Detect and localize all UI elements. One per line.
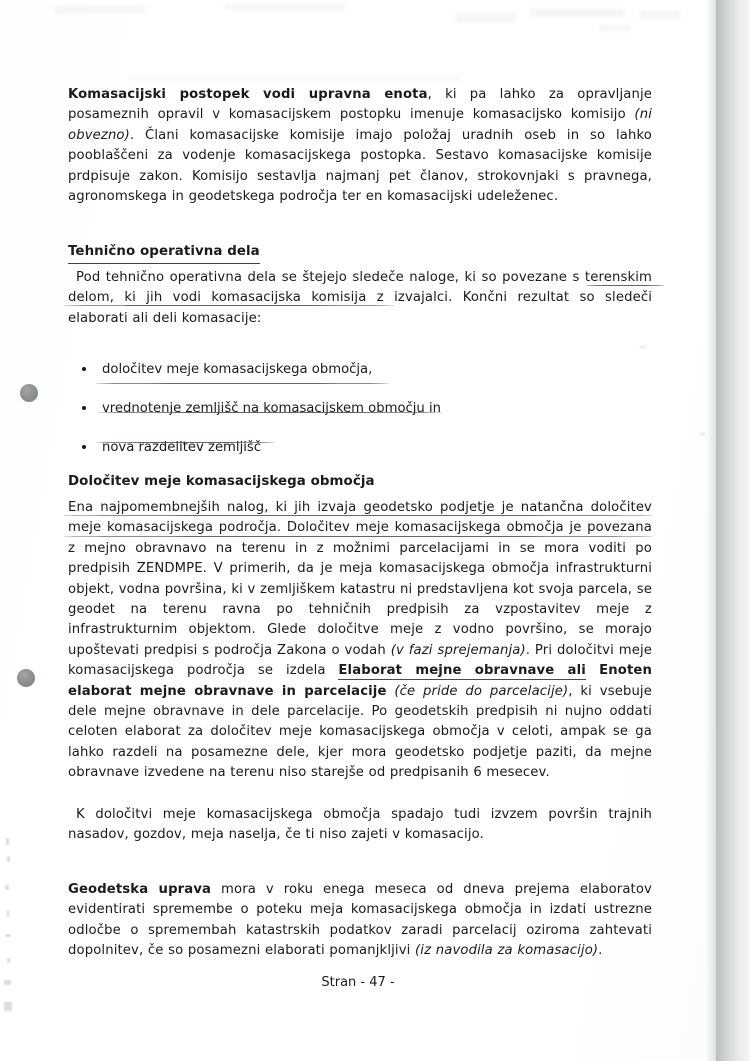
paragraph-izvzem: K določitvi meje komasacijskega območja spadajo tudi izvzem površin trajnih nasadov, gozdov, meja naselja, če ti niso zajeti v komasacijo. [68, 807, 652, 843]
paragraph-dolocitev-main [68, 498, 652, 784]
pen-underline [98, 412, 442, 413]
pen-underline [64, 305, 394, 306]
intro-text-b: . Člani komasacijske komisije imajo položaj uradnih oseb in so lahko pooblaščeni za vodenje komasacijskega postopka. Sestavo komasacijske komisije prdpisuje zakon. Komisijo sestavlja najmanj pet članov, strokovnjaki s pravnega, agronomskega in geodetskega področja ter en komasacijski udeleženec. [68, 127, 652, 205]
binding-hole-icon [20, 384, 38, 402]
scan-speck [4, 1002, 12, 1011]
list-item [68, 438, 652, 457]
paragraph-geodetska-uprava [68, 880, 652, 962]
dolocitev-italic-1: (v fazi sprejemanja) [390, 642, 526, 658]
scan-speck [6, 838, 9, 845]
scan-speck [5, 934, 11, 937]
dolocitev-bold-2: Enoten elaborat mejne obravnave in parcelacije [68, 663, 652, 699]
scan-speck [640, 345, 646, 349]
dolocitev-bold-underlined: Elaborat mejne obravnave ali [338, 663, 586, 679]
geodetska-text-a: mora v roku enega meseca od dneva prejema elaboratov evidentirati spremembe o poteku meja komasacijskega območja in izdati ustrezne odločbe o spremembah katastrskih podatkov zaradi parcelacij oziroma zahtevati dopolnitev, če so posamezni elaborati pomanjkljivi [68, 882, 652, 959]
scan-speck [700, 432, 705, 436]
geodetska-bold-lead: Geodetska uprava [68, 882, 212, 897]
intro-text-a: , ki pa lahko za opravljanje posameznih opravil v komasacijskem postopku imenuje komasacijsko komisijo [68, 87, 653, 123]
pen-underline [586, 285, 664, 286]
heading-dolocitev-wrap [68, 470, 375, 491]
dolocitev-text-c: , ki vsebuje dele mejne obravnave in dele parcelacije. Po geodetskih predpisih ni nujno oddati celoten elaborat za določitev meje komasacijskega območja v celoti, ampak se ga lahko razdeli na posamezne dele, kjer mora geodetsko podjetje paziti, da mejne obravnave izvedene na terenu niso starejše od predpisanih 6 mesecev. [68, 683, 652, 781]
page-footer: Stran - 47 - [321, 975, 395, 990]
heading-tehnicno-wrap [68, 240, 260, 264]
list-item [68, 399, 652, 418]
scan-artifact [640, 11, 680, 19]
scan-speck [5, 885, 9, 890]
scan-speck [7, 910, 9, 917]
heading-dolocitev-meje: Določitev meje komasacijskega območja [68, 474, 375, 489]
pen-underline [96, 383, 389, 384]
intro-italic-note: (ni obvezno) [68, 107, 652, 143]
scan-speck [7, 856, 10, 862]
bullet-dot-icon [82, 445, 86, 449]
bullet-label: nova razdelitev zemljišč [102, 440, 262, 455]
paragraph-intro [68, 85, 652, 207]
bullet-label: vrednotenje zemljišč na komasacijskem območju in [102, 401, 441, 416]
heading-tehnicno-operativna-dela: Tehnično operativna dela [68, 242, 260, 264]
bullet-list [68, 360, 652, 477]
list-item [68, 360, 652, 379]
bullet-dot-icon [82, 406, 86, 410]
bullet-label: določitev meje komasacijskega območja, [102, 362, 373, 377]
scan-speck [7, 958, 10, 963]
bullet-dot-icon [82, 367, 86, 371]
geodetska-text-b: . [598, 943, 603, 959]
binding-hole-icon [17, 669, 35, 687]
scan-artifact [55, 6, 145, 13]
dolocitev-text-a: Ena najpomembnejših nalog, ki jih izvaja geodetsko podjetje je natančna določitev meje komasacijskega področja. Določitev meje komasacijskega območja je povezana z mejno obravnavo na terenu in z možnimi parcelacijami in se mora voditi po predpisih ZENDMPE. V primerih, da je meja komasacijskega območja infrastrukturni objekt, vodna površina, ki v zemljiškem katastru ni predstavljena kot svoja parcela, se geodet na terenu ravna po tehničnih predpisih za vzpostavitev meje z infrastrukturnim objektom. Glede določitve meje z vodno površino, se morajo upoštevati predpisi s področja Zakona o vodah [68, 500, 652, 658]
paragraph-tehnicno-body: Pod tehnično operativna dela se štejejo sledeče naloge, ki so povezane s terenskim delom, ki jih vodi komasacijska komisija z izvajalci. Končni rezultat so sledeči elaborati ali deli komasacije: [68, 270, 652, 326]
scan-artifact [455, 13, 515, 22]
dolocitev-italic-2: (če pride do parcelacije) [386, 683, 569, 699]
geodetska-italic-note: (iz navodila za komasacijo) [415, 943, 599, 959]
scan-artifact [225, 4, 345, 10]
scan-artifact [600, 25, 630, 31]
scan-artifact [130, 76, 460, 81]
scan-artifact [530, 9, 625, 17]
dolocitev-text-b: . Pri določitvi meje komasacijskega področja se izdela [68, 642, 652, 679]
pen-underline [97, 442, 274, 443]
intro-bold-lead: Komasacijski postopek vodi upravna enota [68, 87, 428, 102]
page-edge-band [716, 0, 750, 1061]
